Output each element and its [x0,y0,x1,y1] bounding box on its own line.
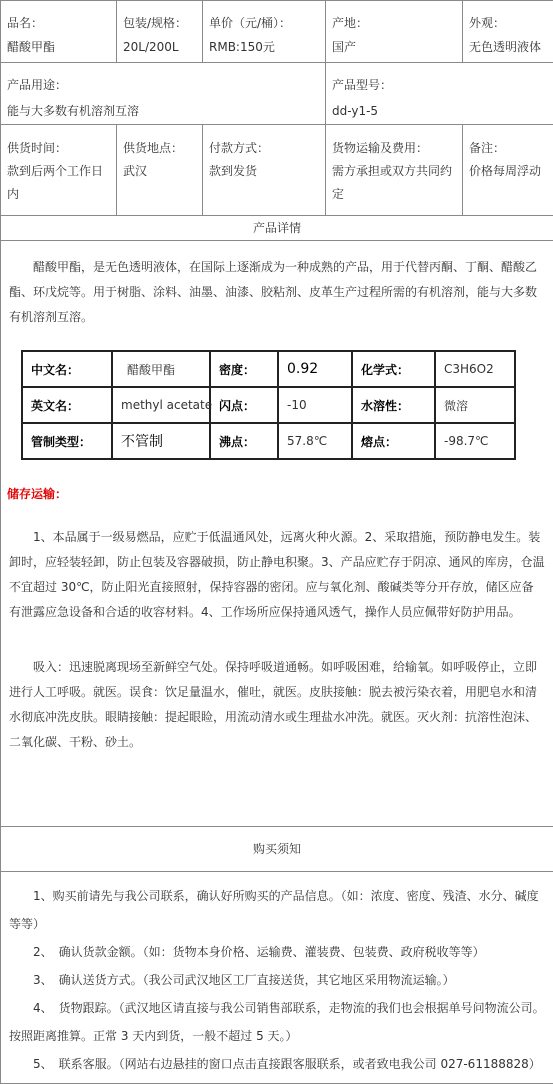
price-value: RMB:150元 [203,33,325,57]
supply-time-cell [1,125,117,216]
package-label: 包装/规格： [117,1,202,33]
product-intro: 醋酸甲酯，是无色透明液体，在国际上逐渐成为一种成熟的产品，用于代替丙酮、丁酮、醋酸乙酯、环戊烷等。用于树脂、涂料、油墨、油漆、胶粘剂、皮革生产过程所需的有机溶剂，能与大多数有机溶剂互溶。 [1,255,553,330]
remark-cell [463,125,553,216]
origin-label: 产地： [326,1,462,33]
remark-value: 价格每周浮动 [469,164,541,178]
spec-table-wrap [1,350,553,460]
spec-key-chinese-name: 中文名： [22,351,112,387]
spec-row-2 [22,387,515,423]
spec-table [21,350,516,460]
transport-cell [326,125,463,216]
origin-value: 国产 [326,33,462,57]
appearance-label: 外观： [463,1,553,33]
spec-row-1 [22,351,515,387]
name-label: 品名： [1,1,116,33]
storage-title: 储存运输： [1,482,553,507]
transport-value: 需方承担或双方共同约定 [332,164,452,201]
details-heading: 产品详情 [1,216,553,241]
basic-info-row [1,1,553,63]
details-heading-row [1,216,553,241]
usage-cell [1,63,326,125]
spec-key-density: 密度： [210,351,278,387]
spec-value-density: 0.92 [278,351,352,387]
spec-value-control-type: 不管制 [112,423,210,459]
payment-value: 款到发货 [209,164,257,178]
purchase-heading-row [1,827,553,872]
appearance-cell [463,1,553,63]
spec-value-water-solubility: 微溶 [435,387,515,423]
usage-value: 能与大多数有机溶剂互溶 [1,95,325,121]
name-value: 醋酸甲酯 [1,33,116,57]
spec-key-melting-point: 熔点： [352,423,435,459]
model-value: dd-y1-5 [326,95,553,121]
price-cell [203,1,326,63]
supply-time-label: 供货时间： [7,141,67,155]
spec-value-boiling-point: 57.8℃ [278,423,352,459]
spec-key-formula: 化学式： [352,351,435,387]
spec-value-melting-point: -98.7℃ [435,423,515,459]
purchase-body [1,872,553,1084]
purchase-item-2: 2、 确认货款金额。（如：货物本身价格、运输费、灌装费、包装费、政府税收等等） [1,938,553,966]
package-value: 20L/200L [117,33,202,57]
spec-value-chinese-name: 醋酸甲酯 [112,351,210,387]
supply-place-label: 供货地点： [123,141,183,155]
origin-cell [326,1,463,63]
supply-place-value: 武汉 [123,164,147,178]
spec-key-english-name: 英文名： [22,387,112,423]
name-cell [1,1,117,63]
spec-key-boiling-point: 沸点： [210,423,278,459]
package-cell [117,1,203,63]
transport-label: 货物运输及费用： [332,141,428,155]
price-label: 单价（元/桶）： [203,1,325,33]
payment-label: 付款方式： [209,141,269,155]
supply-time-value: 款到后两个工作日内 [7,164,103,201]
spec-key-water-solubility: 水溶性： [352,387,435,423]
model-label: 产品型号： [326,63,553,95]
purchase-heading: 购买须知 [1,827,553,872]
storage-text: 1、本品属于一级易燃品，应贮于低温通风处，远离火种火源。2、采取措施，预防静电发生。装卸时，应轻装轻卸，防止包装及容器破损，防止静电积聚。3、产品应贮存于阴凉、通风的库房，仓温不宜超过 30℃，防止阳光直接照射，保持容器的密闭。应与氧化剂、酸碱类等分开存放，储区应备有泄露应急设备和合适的收容材料。4、工作场所应保持通风透气，操作人员应佩带好防护用品。 [1,525,553,625]
remark-label: 备注： [469,141,505,155]
spec-value-english-name: methyl acetate [112,387,210,423]
usage-label: 产品用途： [1,63,325,95]
purchase-item-5: 5、 联系客服。（网站右边悬挂的窗口点击直接跟客服联系，或者致电我公司 027-61188828） [1,1050,553,1078]
spec-value-formula: C3H6O2 [435,351,515,387]
purchase-item-1: 1、购买前请先与我公司联系，确认好所购买的产品信息。（如：浓度、密度、残渣、水分、碱度等等） [1,882,553,938]
purchase-body-row [1,872,553,1084]
supply-row [1,125,553,216]
spec-key-flash-point: 闪点： [210,387,278,423]
payment-cell [203,125,326,216]
purchase-item-3: 3、 确认送货方式。（我公司武汉地区工厂直接送货，其它地区采用物流运输。） [1,966,553,994]
spec-row-3 [22,423,515,459]
purchase-item-4: 4、 货物跟踪。（武汉地区请直接与我公司销售部联系，走物流的我们也会根据单号问物流公司。按照距离推算。正常 3 天内到货，一般不超过 5 天。） [1,994,553,1050]
appearance-value: 无色透明液体 [463,33,553,57]
first-aid-text: 吸入：迅速脱离现场至新鲜空气处。保持呼吸道通畅。如呼吸困难，给输氧。如呼吸停止，立即进行人工呼吸。就医。误食：饮足量温水，催吐，就医。皮肤接触：脱去被污染衣着，用肥皂水和清水彻底冲洗皮肤。眼睛接触：提起眼睑，用流动清水或生理盐水冲洗。就医。灭火剂：抗溶性泡沫、二氧化碳、干粉、砂土。 [1,655,553,755]
supply-place-cell [117,125,203,216]
model-cell [326,63,553,125]
details-body-row [1,241,553,827]
usage-row [1,63,553,125]
details-body [1,241,553,827]
spec-key-control-type: 管制类型： [22,423,112,459]
spec-value-flash-point: -10 [278,387,352,423]
